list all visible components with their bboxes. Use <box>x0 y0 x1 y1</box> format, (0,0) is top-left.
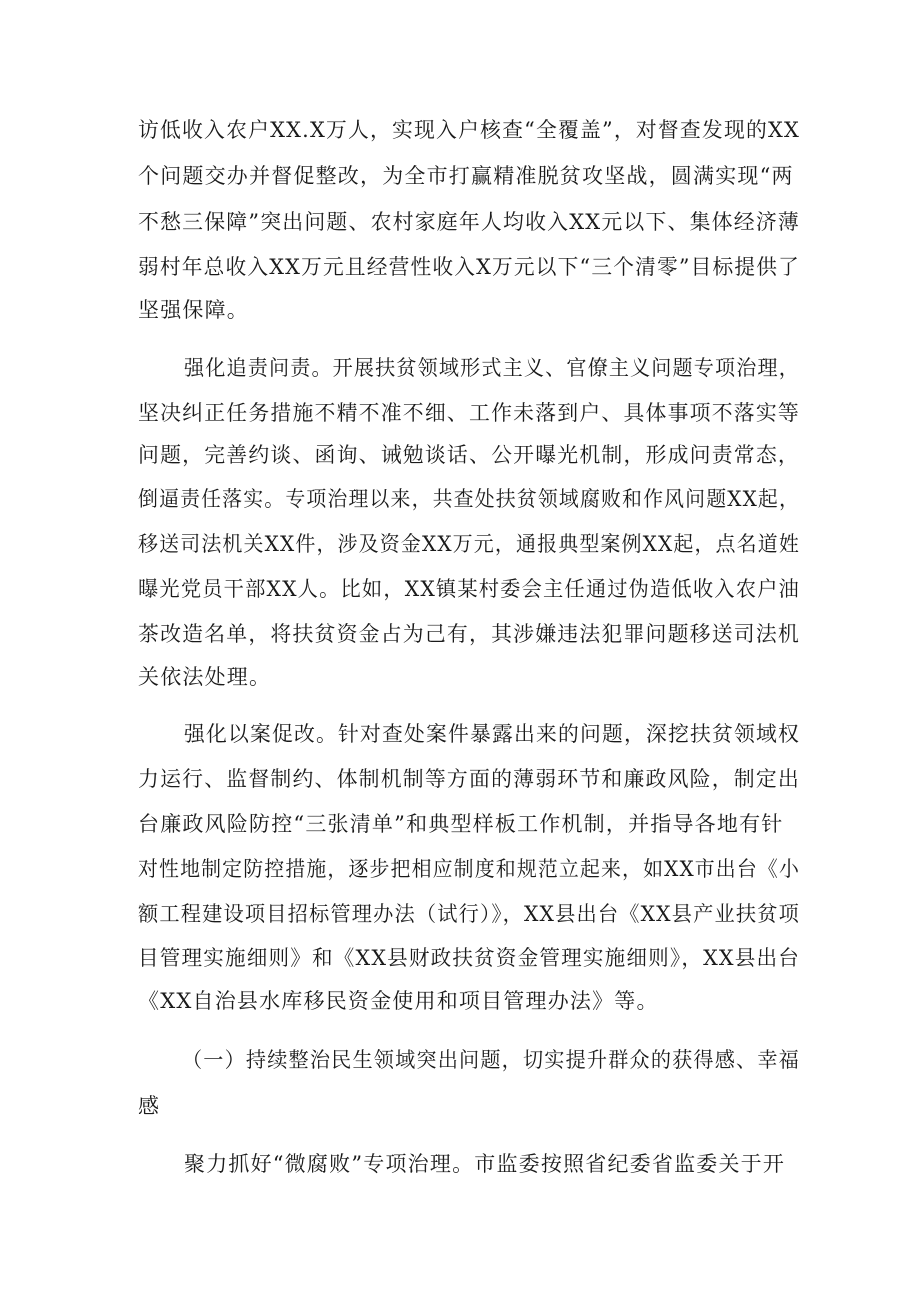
section-heading-line: 感 <box>138 1094 161 1118</box>
paragraph-2-line: 强化追责问责。开展扶贫领域形式主义、官僚主义问题专项治理， <box>184 356 800 380</box>
paragraph-3-line: 《XX自治县水库移民资金使用和项目管理办法》等。 <box>138 989 659 1013</box>
paragraph-1-line: 个问题交办并督促整改，为全市打赢精准脱贫攻坚战，圆满实现“两 <box>138 164 794 188</box>
paragraph-1-line: 访低收入农户XX.X万人，实现入户核查“全覆盖”，对督查发现的XX <box>138 118 801 142</box>
paragraph-3-line: 力运行、监督制约、体制机制等方面的薄弱环节和廉政风险，制定出 <box>138 767 801 791</box>
paragraph-2-line: 问题，完善约谈、函询、诫勉谈话、公开曝光机制，形成问责常态， <box>138 443 801 467</box>
paragraph-4-line: 聚力抓好“微腐败”专项治理。市监委按照省纪委省监委关于开 <box>184 1152 786 1176</box>
paragraph-1-line: 坚强保障。 <box>138 298 249 322</box>
paragraph-3-line: 台廉政风险防控“三张清单”和典型样板工作机制，并指导各地有针 <box>138 812 784 836</box>
paragraph-3-line: 强化以案促改。针对查处案件暴露出来的问题，深挖扶贫领域权 <box>184 722 801 746</box>
paragraph-2-line: 移送司法机关XX件，涉及资金XX万元，通报典型案例XX起，点名道姓 <box>138 532 800 556</box>
section-heading-line: （一）持续整治民生领域突出问题，切实提升群众的获得感、幸福 <box>182 1048 800 1072</box>
paragraph-3-line: 目管理实施细则》和《XX县财政扶贫资金管理实施细则》，XX县出台 <box>138 946 800 970</box>
paragraph-2-line: 倒逼责任落实。专项治理以来，共查处扶贫领域腐败和作风问题XX起， <box>138 487 801 511</box>
paragraph-2-line: 曝光党员干部XX人。比如，XX镇某村委会主任通过伪造低收入农户油 <box>138 577 800 601</box>
paragraph-2-line: 坚决纠正任务措施不精不准不细、工作未落到户、具体事项不落实等 <box>138 401 801 425</box>
paragraph-3-line: 对性地制定防控措施，逐步把相应制度和规范立起来，如XX市出台《小 <box>138 857 801 881</box>
paragraph-2-line: 茶改造名单，将扶贫资金占为己有，其涉嫌违法犯罪问题移送司法机 <box>138 622 801 646</box>
paragraph-2-line: 关依法处理。 <box>138 665 272 689</box>
paragraph-1-line: 不愁三保障”突出问题、农村家庭年人均收入XX元以下、集体经济薄 <box>138 210 800 234</box>
paragraph-1-line: 弱村年总收入XX万元且经营性收入X万元以下“三个清零”目标提供了 <box>138 255 800 279</box>
paragraph-3-line: 额工程建设项目招标管理办法（试行）》，XX县出台《XX县产业扶贫项 <box>138 902 800 926</box>
